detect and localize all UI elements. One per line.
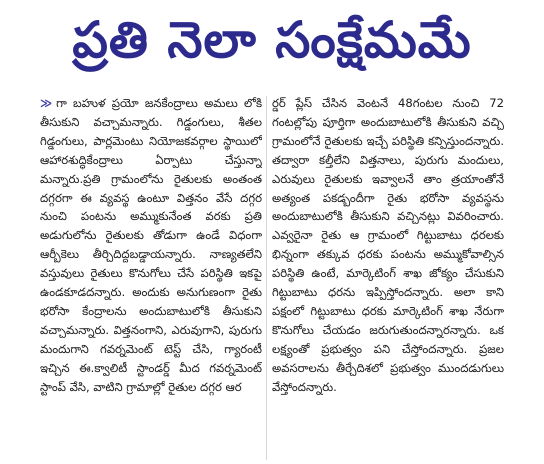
column-divider	[266, 96, 267, 460]
bullet-marker-icon: ≫	[40, 96, 53, 110]
article-text-left: గా బహుళ ప్రయో జనకేంద్రాలు అమలు లోకి తీసుకుని వచ్చామన్నారు. గిడ్డంగులు, శీతల గిడ్డంగులు, పార్లమెంటు నియోజకవర్గాల స్థాయిలో ఆహారశుద్ధికేంద్రాలు ఏర్పాటు చేస్తున్నా మన్నారు.ప్రతి గ్రామంలోను రైతులకు అంతంత దగ్గరగా ఈ వ్యవస్థ ఉంటూ విత్తనం వేసే దగ్గర నుంచి పంటను అమ్ముకునేంత వరకు ప్రతి అడుగులోను రైతులకు తోడుగా ఉండే విధంగా ఆర్బీకెలు తీర్చిదిద్దబడ్డాయన్నారు. నాణ్యతలేని వస్తువులు రైతులు కొనుగోలు చేసే పరిస్థితి ఇకపై ఉండకూడదన్నారు. అందుకు అనుగుణంగా రైతు భరోసా కేంద్రాలను అందుబాటులోకి తీసుకుని వచ్చామన్నారు. విత్తనంగాని, ఎరువుగాని, పురుగు మందుగాని గవర్నమెంట్ టెస్ట్ చేసి, గ్యారంటీ ఇచ్చిన ఈ.క్వాలిటీ స్టాండర్డ్ మీద గవర్నమెంట్ స్టాంప్ వేసి, వాటిని గ్రామాల్లో రైతుల దగ్గర ఆర	[40, 96, 262, 394]
article-text-right: ర్డర్ ప్లేస్ చేసిన వెంటనే 48గంటల నుంచి 72 గంటల్లోపు పూర్తిగా అందుబాటులోకి తీసుకుని వచ్చి గ్రామంలోనే రైతులకు ఇచ్చే పరిస్థితి కన్పిస్తుందన్నారు. తద్వారా కల్తీలేని విత్తనాలు, పురుగు మందులు, ఎరువులు రైతులకు ఇవ్వాలనే తాం త్రయాంతోనే అత్యంత పకడ్బందీగా రైతు భరోసా వ్యవస్థను అందుబాటులోకి తీసుకుని వచ్చినట్లు వివరించారు. ఎవ్వరైనా రైతు ఆ గ్రామంలో గిట్టుబాటు ధరలకు భిన్నంగా తక్కువ ధరకు పంటను అమ్ముకోవాల్సిన పరిస్థితి ఉంటే, మార్కెటింగ్ శాఖ జోక్యం చేసుకుని గిట్టుబాటు ధరను ఇప్పిస్తోందన్నారు. అలా కాని పక్షంలో గిట్టుబాటు ధరకు మార్కెటింగ్ శాఖ నేరుగా కొనుగోలు చేయడం జరుగుతుందన్నారన్నారు. ఒక లక్ష్యంతో ప్రభుత్వం పని చేస్తోందన్నారు. ప్రజల అవసరాలను తీర్చేదిశలో ప్రభుత్వం ముందడుగులు వేస్తోందన్నారు.	[272, 96, 504, 394]
article-paragraph-left	[40, 94, 262, 397]
article-column-left	[40, 94, 262, 460]
article-paragraph-right	[272, 94, 504, 397]
headline: ప్రతి నెలా సంక్షేమమే	[72, 10, 472, 69]
article-column-right	[272, 94, 504, 460]
